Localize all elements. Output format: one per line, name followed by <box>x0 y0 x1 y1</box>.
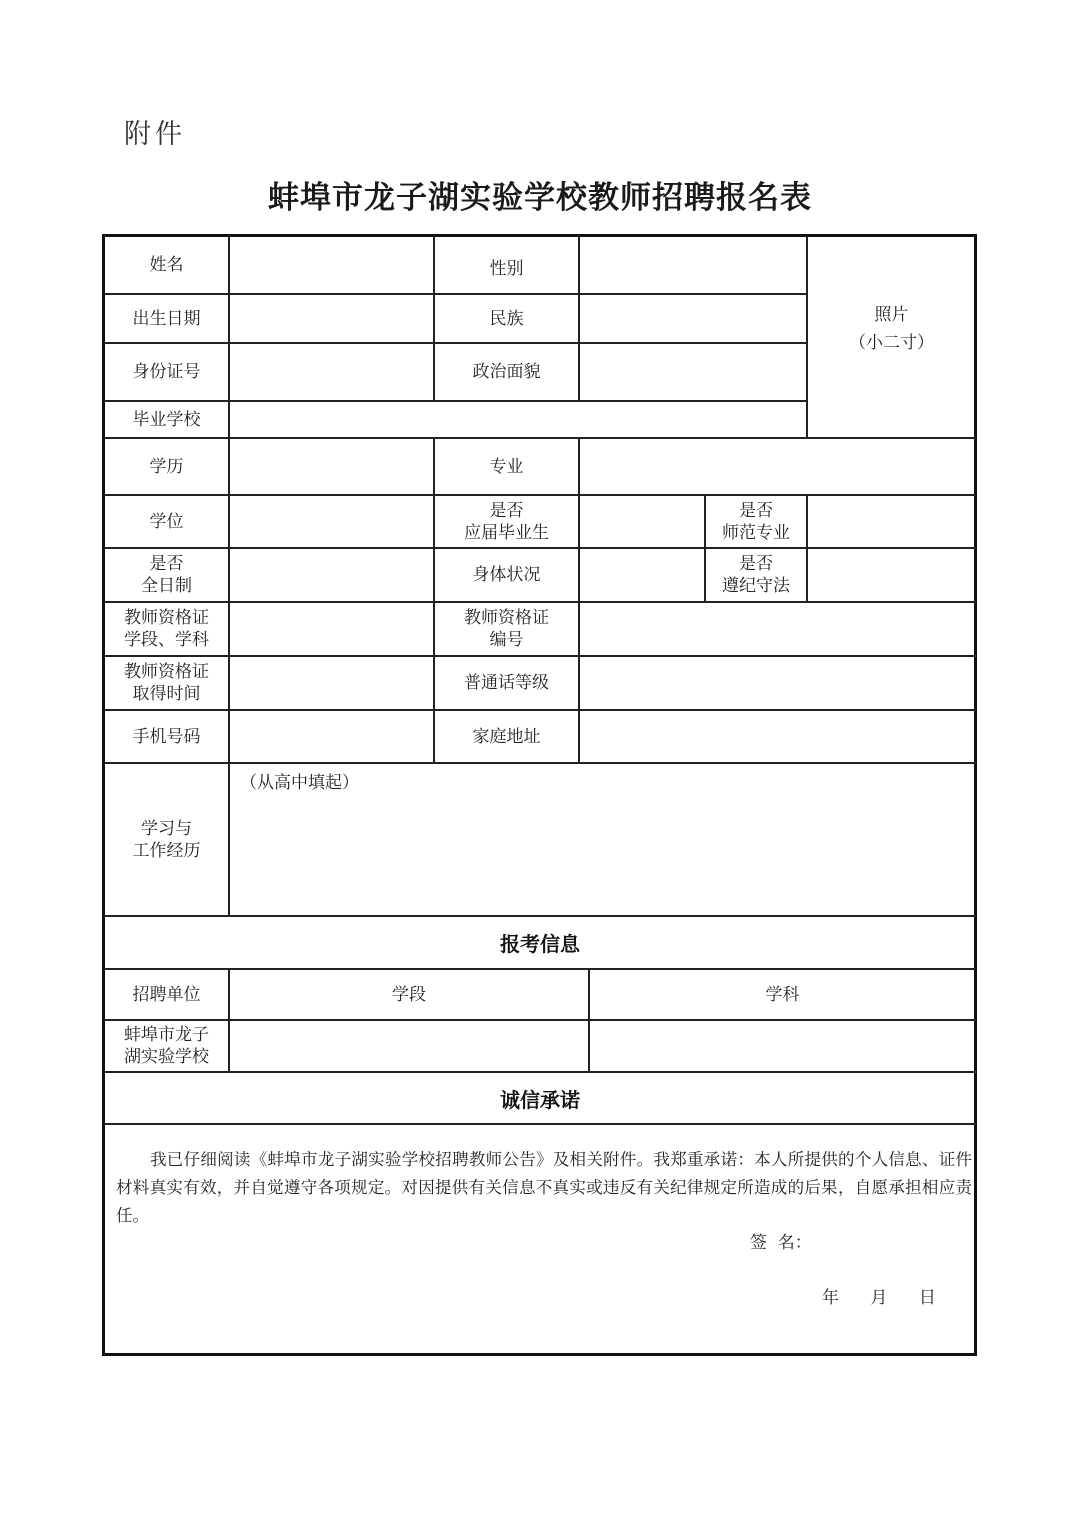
label-mandarin-level: 普通话等级 <box>464 673 549 693</box>
label-id-number: 身份证号 <box>132 362 201 382</box>
input-ethnicity[interactable] <box>580 295 806 342</box>
input-health[interactable] <box>580 549 704 601</box>
pledge-text: 我已仔细阅读《蚌埠市龙子湖实验学校招聘教师公告》及相关附件。我郑重承诺：本人所提供的个人信息、证件材料真实有效，并自觉遵守各项规定。对因提供有关信息不真实或违反有关纪律规定所造成的后果，自愿承担相应责任。 <box>116 1150 972 1225</box>
attachment-label: 附件 <box>124 119 186 150</box>
label-ethnicity: 民族 <box>489 308 524 329</box>
signature-date[interactable] <box>822 1283 962 1308</box>
header-recruiting-unit: 招聘单位 <box>132 984 201 1005</box>
date-year-label: 年 <box>822 1288 839 1308</box>
label-gender: 性别 <box>489 258 524 279</box>
input-normal-major[interactable] <box>808 496 975 547</box>
input-law-abiding[interactable] <box>808 549 975 601</box>
label-cert-stage-subject: 教师资格证 学段、学科 <box>124 608 209 650</box>
input-political-status[interactable] <box>580 344 806 400</box>
input-stage[interactable] <box>230 1021 588 1071</box>
input-cert-date[interactable] <box>230 657 433 709</box>
label-normal-major: 是否 师范专业 <box>722 500 790 543</box>
photo-box[interactable]: 照片 （小二寸） <box>849 304 934 353</box>
experience-note: （从高中填起） <box>240 773 359 793</box>
input-mandarin-level[interactable] <box>580 657 975 709</box>
label-fresh-graduate: 是否 应届毕业生 <box>464 500 549 543</box>
input-fresh-graduate[interactable] <box>580 496 704 547</box>
label-health: 身体状况 <box>472 565 541 585</box>
label-phone: 手机号码 <box>132 726 201 747</box>
input-degree[interactable] <box>230 496 433 547</box>
input-phone[interactable] <box>230 711 433 762</box>
date-day-label: 日 <box>918 1288 936 1308</box>
label-experience: 学习与 工作经历 <box>132 818 201 861</box>
application-section-title: 报考信息 <box>500 932 580 956</box>
input-major[interactable] <box>580 439 975 494</box>
label-birth-date: 出生日期 <box>132 308 201 329</box>
pledge-section-title: 诚信承诺 <box>500 1087 580 1112</box>
label-law-abiding: 是否 遵纪守法 <box>722 554 790 596</box>
label-major: 专业 <box>489 456 524 477</box>
label-education: 学历 <box>149 456 184 477</box>
signature-label[interactable]: 签 名： <box>750 1233 812 1253</box>
label-address: 家庭地址 <box>472 726 541 747</box>
input-education[interactable] <box>230 439 433 494</box>
input-cert-number[interactable] <box>580 603 975 655</box>
input-subject[interactable] <box>590 1021 975 1071</box>
form-title: 蚌埠市龙子湖实验学校教师招聘报名表 <box>268 180 812 216</box>
date-month-label: 月 <box>870 1288 888 1308</box>
label-cert-date: 教师资格证 取得时间 <box>124 662 209 704</box>
input-id-number[interactable] <box>230 344 433 400</box>
label-political-status: 政治面貌 <box>472 362 541 382</box>
label-degree: 学位 <box>149 511 184 532</box>
input-graduate-school[interactable] <box>230 402 806 437</box>
label-full-time: 是否 全日制 <box>141 554 192 596</box>
input-birth-date[interactable] <box>230 295 433 342</box>
label-graduate-school: 毕业学校 <box>132 409 201 430</box>
label-name: 姓名 <box>149 254 184 275</box>
input-full-time[interactable] <box>230 549 433 601</box>
input-gender[interactable] <box>580 236 806 293</box>
recruiting-unit-value: 蚌埠市龙子 湖实验学校 <box>124 1025 209 1067</box>
input-name[interactable] <box>230 236 433 293</box>
label-cert-number: 教师资格证 编号 <box>464 608 549 650</box>
header-subject: 学科 <box>765 984 800 1005</box>
input-cert-stage-subject[interactable] <box>230 603 433 655</box>
input-address[interactable] <box>580 711 975 762</box>
header-stage: 学段 <box>392 984 426 1005</box>
row-divider <box>104 1123 976 1125</box>
